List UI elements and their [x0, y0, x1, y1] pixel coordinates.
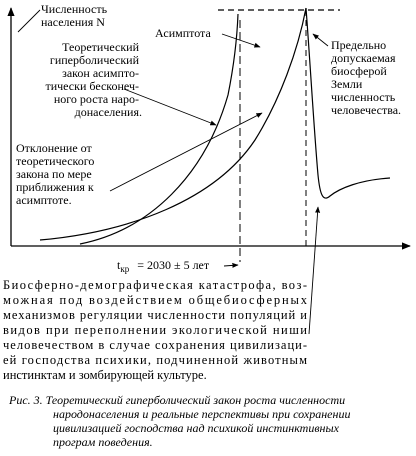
limit-label: Предельно допускаемая биосферой Земли численность человечества.: [331, 38, 402, 117]
asymptote-leader: [222, 34, 260, 47]
y-label-leader: [18, 10, 40, 32]
deviation-label: Отклонение от теоретического закона по мере приближения к асимптоте.: [16, 141, 95, 207]
tkr-leader: [224, 265, 238, 266]
limit-leader: [313, 34, 328, 46]
asymptote-label: Асимптота: [155, 26, 211, 40]
figure-caption: Рис. 3. Теоретический гиперболический закон роста численности народонаселения и реальные перспективы при сохранении цивилизацией господства над психикой инстинктивных програм поведения.: [9, 393, 351, 449]
tkr-label: $t_{кр} = 2030 \pm 5$ лет: [117, 258, 210, 274]
deviation-leader: [110, 113, 262, 191]
catastrophe-paragraph: Биосферно-демографическая катастрофа, воз- можная под воздействием общебиосферных механизмов регуляции численности популяций и видов при переполнении экологической ниши человечеством в случае сохранения цивилизаци- ей господства психики, подчиненной животным инстинктам и зомбирующей культуре.: [3, 278, 307, 382]
y-axis-label: Численность населения N: [41, 2, 108, 29]
theory-label: Теоретический гиперболический закон асимпто- тически бесконеч- ного роста наро- донаселения.: [45, 40, 142, 119]
